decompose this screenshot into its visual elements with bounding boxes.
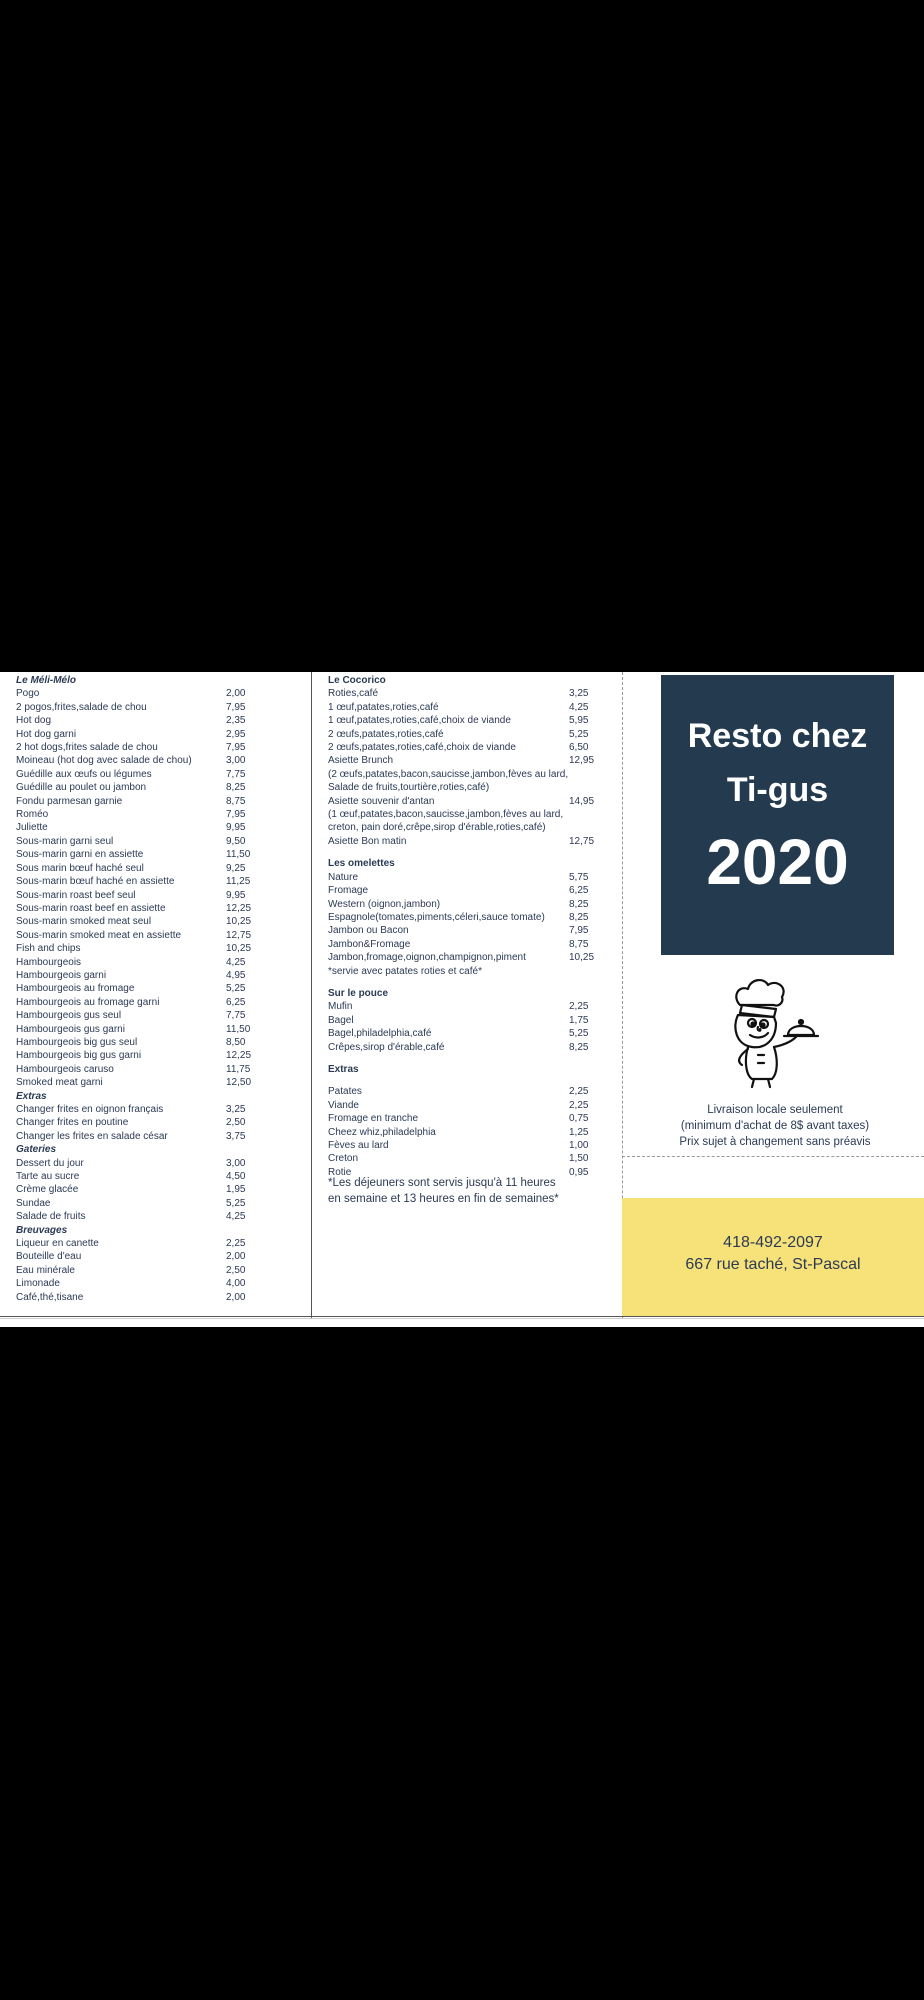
address: 667 rue taché, St-Pascal [685, 1256, 861, 1273]
menu-item [16, 996, 296, 1009]
menu-item-price: 4,25 [226, 956, 246, 968]
menu-item-price: 12,95 [569, 755, 595, 767]
menu-item-name: Jambon ou Bacon [328, 925, 409, 937]
menu-item-name: Dessert du jour [16, 1157, 84, 1169]
menu-item-name: Hambourgeois big gus garni [16, 1050, 142, 1062]
spacer [328, 978, 608, 987]
menu-item-name: Asiette Bon matin [328, 835, 407, 847]
menu-item [328, 1126, 608, 1139]
menu-item-name: Jambon,fromage,oignon,champignon,piment [328, 952, 526, 964]
menu-section-title: Les omelettes [328, 858, 395, 870]
menu-item-name: 2 pogos,frites,salade de chou [16, 701, 147, 713]
menu-item-price: 9,50 [226, 835, 246, 847]
menu-item-name: Fondu parmesan garnie [16, 795, 123, 807]
menu-item [16, 741, 296, 754]
menu-item [328, 835, 608, 848]
menu-item [16, 1157, 296, 1170]
menu-item-price: 8,75 [569, 938, 589, 950]
menu-item-price: 4,95 [226, 969, 246, 981]
menu-item [328, 1041, 608, 1054]
menu-item-name: Salade de fruits [16, 1211, 86, 1223]
menu-item [328, 1099, 608, 1112]
menu-item-price: 10,25 [226, 943, 252, 955]
menu-item-name: Sous-marin smoked meat en assiette [16, 929, 182, 941]
restaurant-name [661, 709, 894, 817]
menu-section-title: Breuvages [16, 1224, 68, 1236]
menu-item [16, 969, 296, 982]
menu-item-name: Guédille aux œufs ou légumes [16, 768, 152, 780]
menu-item [16, 1291, 296, 1304]
menu-description: Salade de fruits,tourtière,roties,café) [328, 782, 490, 794]
menu-description: (2 œufs,patates,bacon,saucisse,jambon,fèves au lard, [328, 768, 569, 780]
menu-item-name: Cheez whiz,philadelphia [328, 1126, 436, 1138]
menu-item-price: 14,95 [569, 795, 595, 807]
menu-item-name: Hambourgeois [16, 956, 82, 968]
menu-item-price: 8,50 [226, 1036, 246, 1048]
menu-item-price: 6,25 [226, 996, 246, 1008]
menu-item-name: Fromage en tranche [328, 1113, 419, 1125]
menu-item [16, 862, 296, 875]
menu-item-name: Moineau (hot dog avec salade de chou) [16, 755, 192, 767]
menu-item [328, 754, 608, 767]
menu-item [16, 1183, 296, 1196]
menu-item-price: 1,25 [569, 1126, 589, 1138]
menu-item-price: 2,00 [226, 1291, 246, 1303]
menu-item-name: Hambourgeois au fromage [16, 983, 135, 995]
menu-item-price: 8,25 [569, 911, 589, 923]
menu-item-name: Mufin [328, 1001, 353, 1013]
menu-item-price: 2,50 [226, 1117, 246, 1129]
menu-item-price: 2,00 [226, 688, 246, 700]
menu-item-name: Asiette Brunch [328, 755, 394, 767]
menu-item-price: 9,25 [226, 862, 246, 874]
menu-item-price: 4,00 [226, 1278, 246, 1290]
menu-item-name: Fish and chips [16, 943, 81, 955]
menu-item [16, 1250, 296, 1263]
menu-item-price: 7,95 [226, 809, 246, 821]
menu-item [16, 929, 296, 942]
menu-item-price: 2,35 [226, 715, 246, 727]
spacer [328, 848, 608, 857]
menu-description: (1 œuf,patates,bacon,saucisse,jambon,fèves au lard, [328, 809, 564, 821]
menu-item [328, 795, 608, 808]
menu-item-price: 5,25 [569, 728, 589, 740]
menu-item [328, 1027, 608, 1040]
menu-section-title: Gateries [16, 1144, 57, 1156]
breakfast-note [328, 1175, 618, 1207]
menu-item-name: Bagel,philadelphia,café [328, 1028, 432, 1040]
menu-item [16, 848, 296, 861]
menu-item [16, 942, 296, 955]
menu-item [328, 1000, 608, 1013]
menu-item-price: 2,50 [226, 1264, 246, 1276]
menu-item [16, 1063, 296, 1076]
title-box [661, 675, 894, 955]
menu-item [16, 956, 296, 969]
dashed-divider [622, 1156, 924, 1157]
menu-item-price: 8,75 [226, 795, 246, 807]
restaurant-name-line: Ti-gus [726, 771, 829, 809]
menu-item [16, 1210, 296, 1223]
menu-item-name: 1 œuf,patates,roties,café [328, 701, 439, 713]
breakfast-note-line: *Les déjeuners sont servis jusqu'à 11 heures [328, 1177, 556, 1189]
menu-item [328, 1152, 608, 1165]
menu-item-price: 1,95 [226, 1184, 246, 1196]
menu-item-name: Patates [328, 1086, 362, 1098]
menu-item [16, 1009, 296, 1022]
menu-item-name: Sous-marin garni seul [16, 835, 114, 847]
menu-item-price: 3,25 [226, 1104, 246, 1115]
page-bottom-strip [0, 1318, 924, 1327]
menu-item-price: 2,25 [569, 1001, 589, 1013]
menu-item-name: Sous marin bœuf haché seul [16, 862, 144, 874]
menu-item-price: 9,95 [226, 889, 246, 901]
menu-item [328, 938, 608, 951]
menu-item-price: 1,50 [569, 1153, 589, 1165]
menu-item-name: Hot dog [16, 715, 52, 727]
menu-item [16, 714, 296, 727]
menu-item [328, 1085, 608, 1098]
menu-column-middle [328, 674, 608, 1179]
menu-item-name: Espagnole(tomates,piments,céleri,sauce tomate) [328, 911, 545, 923]
menu-item [16, 687, 296, 700]
menu-item-price: 12,75 [569, 835, 595, 847]
menu-item-name: Liqueur en canette [16, 1238, 99, 1250]
column-divider [311, 672, 312, 1318]
menu-item-price: 6,25 [569, 885, 589, 897]
menu-item-name: Creton [328, 1153, 359, 1165]
menu-item [16, 1264, 296, 1277]
menu-description: *servie avec patates roties et café* [328, 965, 482, 977]
menu-item-price: 1,75 [569, 1014, 589, 1026]
menu-section-title: Le Cocorico [328, 675, 386, 686]
menu-column-left [16, 674, 296, 1304]
menu-section-title: Le Méli-Mélo [16, 675, 77, 686]
menu-item-name: 2 œufs,patates,roties,café [328, 728, 444, 740]
menu-item-price: 4,25 [226, 1211, 246, 1223]
menu-section-title: Extras [16, 1090, 47, 1102]
menu-item-name: Rotie [328, 1166, 352, 1178]
menu-item-name: 2 hot dogs,frites salade de chou [16, 742, 158, 754]
menu-item [16, 1023, 296, 1036]
menu-item [328, 1139, 608, 1152]
menu-item-name: Hambourgeois garni [16, 969, 107, 981]
menu-item-price: 7,95 [226, 701, 246, 713]
menu-item-price: 3,75 [226, 1130, 246, 1142]
menu-item-price: 7,95 [569, 925, 589, 937]
menu-item-price: 2,95 [226, 728, 246, 740]
menu-item-price: 7,75 [226, 768, 246, 780]
menu-item-price: 7,95 [226, 742, 246, 754]
menu-item-price: 11,50 [226, 849, 251, 861]
menu-item-name: Hambourgeois au fromage garni [16, 996, 160, 1008]
menu-item-price: 11,50 [226, 1023, 251, 1035]
menu-item-name: Hot dog garni [16, 728, 77, 740]
menu-item [328, 687, 608, 700]
delivery-info [640, 1102, 910, 1150]
menu-item [328, 884, 608, 897]
menu-item-price: 9,95 [226, 822, 246, 834]
menu-item-price: 8,25 [569, 1041, 589, 1053]
menu-item-price: 5,25 [569, 1028, 589, 1040]
menu-item [16, 915, 296, 928]
phone-number: 418-492-2097 [723, 1234, 823, 1251]
menu-section-title: Sur le pouce [328, 987, 389, 999]
menu-item-name: Bouteille d'eau [16, 1251, 82, 1263]
menu-item-price: 5,95 [569, 715, 589, 727]
menu-item-price: 10,25 [226, 916, 252, 928]
menu-item [328, 924, 608, 937]
menu-item-name: Viande [328, 1099, 359, 1111]
page-bottom-border [0, 1316, 924, 1317]
menu-item [328, 728, 608, 741]
menu-item-name: Eau minérale [16, 1264, 75, 1276]
menu-item-name: Changer les frites en salade césar [16, 1130, 168, 1142]
menu-item [16, 808, 296, 821]
menu-item-name: Hambourgeois caruso [16, 1063, 114, 1075]
menu-item-name: Tarte au sucre [16, 1171, 80, 1183]
menu-item-price: 12,75 [226, 929, 252, 941]
menu-item [16, 821, 296, 834]
menu-item [16, 1036, 296, 1049]
menu-item-name: Fromage [328, 885, 369, 897]
menu-item-price: 6,50 [569, 742, 589, 754]
menu-item-name: Pogo [16, 688, 40, 700]
menu-item [16, 1237, 296, 1250]
menu-item [16, 889, 296, 902]
menu-item-price: 12,50 [226, 1077, 252, 1089]
menu-item-price: 10,25 [569, 952, 595, 964]
menu-item [16, 781, 296, 794]
menu-item-name: Sous-marin roast beef seul [16, 889, 136, 901]
menu-item-price: 8,25 [226, 782, 246, 794]
menu-item-name: Sundae [16, 1197, 51, 1209]
menu-item-price: 5,75 [569, 871, 589, 883]
menu-item [16, 835, 296, 848]
menu-item-price: 2,25 [226, 1238, 246, 1250]
menu-item [16, 1049, 296, 1062]
menu-item [328, 741, 608, 754]
menu-item-price: 0,95 [569, 1166, 589, 1178]
menu-item-name: Juliette [16, 822, 48, 834]
menu-item-name: Roties,café [328, 688, 379, 700]
menu-item-name: Limonade [16, 1278, 60, 1290]
menu-item-name: 1 œuf,patates,roties,café,choix de viande [328, 715, 511, 727]
menu-item-name: Smoked meat garni [16, 1077, 103, 1089]
menu-item-price: 12,25 [226, 902, 252, 914]
menu-item [16, 1130, 296, 1143]
menu-item-price: 4,25 [569, 701, 589, 713]
menu-item-name: Guédille au poulet ou jambon [16, 782, 147, 794]
menu-item [16, 795, 296, 808]
menu-item-name: Sous-marin bœuf haché en assiette [16, 876, 175, 888]
menu-item-name: Jambon&Fromage [328, 938, 411, 950]
menu-item [328, 1014, 608, 1027]
menu-item [328, 714, 608, 727]
menu-item [16, 1116, 296, 1129]
menu-item-price: 8,25 [569, 898, 589, 910]
menu-item-name: Sous-marin smoked meat seul [16, 916, 152, 928]
menu-item-price: 2,25 [569, 1099, 589, 1111]
menu-item-price: 1,00 [569, 1140, 589, 1151]
menu-item-name: Western (oignon,jambon) [328, 898, 441, 910]
delivery-line: Prix sujet à changement sans préavis [679, 1136, 871, 1148]
menu-item-price: 7,75 [226, 1010, 246, 1022]
menu-item [16, 1277, 296, 1290]
menu-item-price: 3,25 [569, 688, 589, 700]
menu-item-price: 3,00 [226, 1157, 246, 1169]
menu-item-name: Crêpes,sirop d'érable,café [328, 1041, 445, 1053]
menu-description: creton, pain doré,crêpe,sirop d'érable,roties,café) [328, 822, 546, 834]
menu-item-name: 2 œufs,patates,roties,café,choix de viande [328, 742, 516, 754]
menu-item [328, 871, 608, 884]
menu-item-name: Sous-marin garni en assiette [16, 849, 144, 861]
menu-section-title: Extras [328, 1063, 359, 1075]
menu-item [16, 982, 296, 995]
breakfast-note-line: en semaine et 13 heures en fin de semaines* [328, 1193, 559, 1205]
menu-item [16, 768, 296, 781]
menu-item-name: Changer frites en poutine [16, 1117, 129, 1129]
year: 2020 [706, 826, 849, 898]
menu-item-price: 11,25 [226, 876, 251, 888]
menu-item [16, 875, 296, 888]
menu-item-name: Changer frites en oignon français [16, 1104, 164, 1115]
menu-item-name: Bagel [328, 1014, 354, 1026]
menu-item-price: 5,25 [226, 983, 246, 995]
menu-item-price: 0,75 [569, 1113, 589, 1125]
menu-item-price: 12,25 [226, 1050, 252, 1062]
menu-item-name: Hambourgeois gus garni [16, 1023, 125, 1035]
menu-item [328, 898, 608, 911]
menu-item [16, 1170, 296, 1183]
menu-item [16, 728, 296, 741]
menu-item [328, 701, 608, 714]
menu-item-name: Crème glacée [16, 1184, 79, 1196]
menu-item-price: 3,00 [226, 755, 246, 767]
menu-item-name: Nature [328, 871, 359, 883]
menu-item-name: Fèves au lard [328, 1140, 389, 1151]
menu-item-price: 5,25 [226, 1197, 246, 1209]
delivery-line: Livraison locale seulement [707, 1104, 843, 1116]
menu-item-name: Roméo [16, 809, 49, 821]
menu-item-name: Hambourgeois gus seul [16, 1010, 122, 1022]
restaurant-name-line: Resto chez [687, 717, 868, 755]
menu-item-name: Asiette souvenir d'antan [328, 795, 435, 807]
menu-item-name: Sous-marin roast beef en assiette [16, 902, 166, 914]
menu-item [16, 1076, 296, 1089]
menu-item-price: 2,25 [569, 1086, 589, 1098]
menu-item [16, 1103, 296, 1116]
menu-item [328, 911, 608, 924]
menu-item-name: Café,thé,tisane [16, 1291, 84, 1303]
contact-box [622, 1198, 924, 1316]
menu-item [328, 1112, 608, 1125]
menu-item [16, 701, 296, 714]
delivery-line: (minimum d'achat de 8$ avant taxes) [680, 1120, 870, 1132]
menu-item [16, 1197, 296, 1210]
menu-item-price: 2,00 [226, 1251, 246, 1263]
menu-item [16, 754, 296, 767]
menu-item-price: 11,75 [226, 1063, 251, 1075]
menu-item-name: Hambourgeois big gus seul [16, 1036, 138, 1048]
spacer [328, 1076, 608, 1085]
menu-item [16, 902, 296, 915]
menu-item-price: 4,50 [226, 1171, 246, 1183]
chef-illustration [718, 975, 828, 1090]
spacer [328, 1054, 608, 1063]
menu-item [328, 951, 608, 964]
